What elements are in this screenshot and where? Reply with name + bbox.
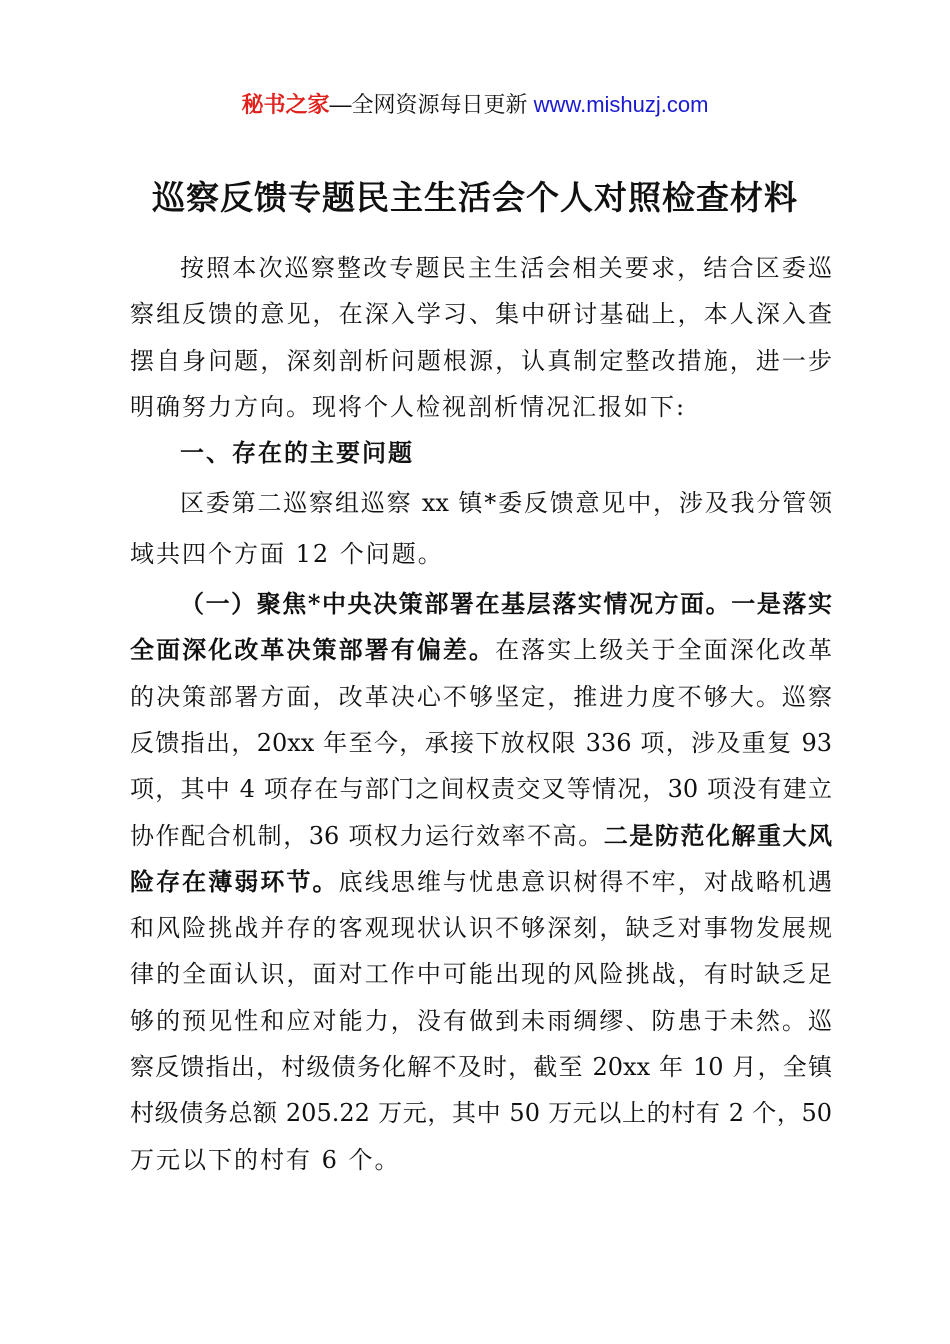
bold-text: 险存在薄弱环节。 <box>130 866 339 896</box>
brand-name: 秘书之家 <box>241 92 330 117</box>
text-line <box>130 769 832 815</box>
document-title: 巡察反馈专题民主生活会个人对照检查材料 <box>152 178 798 217</box>
text-line <box>130 248 832 294</box>
text-line <box>130 954 832 1000</box>
text-line <box>130 816 832 862</box>
text-segment: 按照本次巡察整改专题民主生活会相关要求，结合区委巡 <box>180 254 832 282</box>
text-segment: 在落实上级关于全面深化改革 <box>495 636 833 665</box>
text-segment: 协作配合机制，36 项权力运行效率不高。 <box>130 821 604 850</box>
text-line <box>130 1001 832 1047</box>
document-body <box>130 248 832 1186</box>
bold-text: 全面深化改革决策部署有偏差。 <box>130 635 496 665</box>
text-segment: 够的预见性和应对能力，没有做到未雨绸缪、防患于未然。巡 <box>130 1006 832 1035</box>
text-segment: 底线思维与忧患意识树得不牢，对战略机遇 <box>338 867 833 896</box>
bold-text: 二是防范化解重大风 <box>603 820 833 850</box>
header-slogan: —全网资源每日更新 <box>329 92 534 117</box>
text-segment: 和风险挑战并存的客观现状认识不够深刻，缺乏对事物发展规 <box>130 914 832 943</box>
text-line <box>130 483 832 529</box>
text-segment: 万元以下的村有 6 个。 <box>130 1145 401 1174</box>
text-line <box>130 1047 832 1093</box>
site-header <box>0 88 950 119</box>
text-segment: 的决策部署方面，改革决心不够坚定，推进力度不够大。巡察 <box>130 682 832 711</box>
text-line <box>130 433 832 479</box>
text-line <box>130 862 832 908</box>
text-line <box>130 723 832 769</box>
text-segment: 察组反馈的意见，在深入学习、集中研讨基础上，本人深入查 <box>130 300 832 329</box>
text-segment: 项，其中 4 项存在与部门之间权责交叉等情况，30 项没有建立 <box>130 775 832 804</box>
bold-text: （一）聚焦*中央决策部署在基层落实情况方面。一是落实 <box>180 589 832 619</box>
text-segment: 域共四个方面 12 个问题。 <box>130 539 444 568</box>
text-segment: 律的全面认识，面对工作中可能出现的风险挑战，有时缺乏足 <box>130 960 832 989</box>
text-segment: 区委第二巡察组巡察 xx 镇*委反馈意见中，涉及我分管领 <box>180 489 832 518</box>
text-segment: 察反馈指出，村级债务化解不及时，截至 20xx 年 10 月，全镇 <box>130 1053 832 1082</box>
text-line <box>130 584 832 630</box>
text-segment: 反馈指出，20xx 年至今，承接下放权限 336 项，涉及重复 93 <box>130 728 832 757</box>
text-line <box>130 1140 832 1186</box>
site-url-link[interactable]: www.mishuzj.com <box>533 92 709 117</box>
text-line <box>130 1093 832 1139</box>
bold-text: 一、存在的主要问题 <box>180 438 414 468</box>
text-segment: 村级债务总额 205.22 万元，其中 50 万元以上的村有 2 个，50 <box>130 1099 832 1128</box>
text-line <box>130 908 832 954</box>
text-segment: 明确努力方向。现将个人检视剖析情况汇报如下: <box>130 392 687 421</box>
text-segment: 摆自身问题，深刻剖析问题根源，认真制定整改措施，进一步 <box>130 346 832 375</box>
text-line <box>130 341 832 387</box>
text-line <box>130 630 832 676</box>
text-line <box>130 534 832 580</box>
text-line <box>130 677 832 723</box>
text-line <box>130 387 832 433</box>
text-line <box>130 294 832 340</box>
